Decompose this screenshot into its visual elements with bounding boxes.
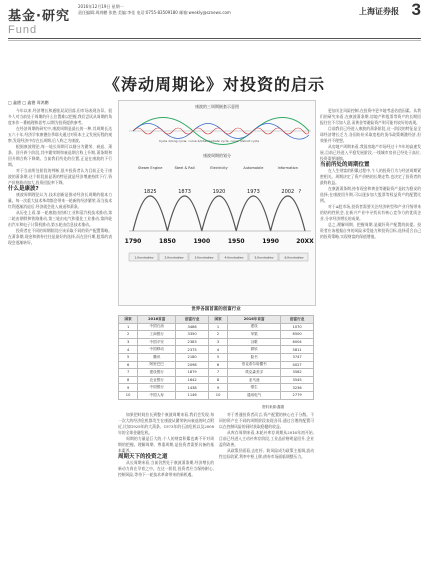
peak-year-label: 2002: [281, 189, 295, 195]
figure-cycles: [118, 100, 316, 306]
table-cell: 4: [208, 346, 227, 354]
table-cell: 10: [208, 391, 227, 399]
table-cell: 伯克希尔哈撒韦: [228, 361, 281, 369]
table-cell: 苹果: [228, 331, 281, 339]
table-cell: 建设: [228, 323, 281, 331]
table-cell: 7: [119, 369, 138, 377]
table-title: 世界各国首富的创富行业: [191, 307, 241, 312]
phase-box-label: 6.Kondratiev: [284, 255, 304, 260]
table-cell: 6: [119, 361, 138, 369]
phase-label: Electricity: [210, 166, 228, 170]
trough-year-label: 1990: [262, 238, 279, 245]
article-byline: □ 鑫德 □ 鑫德 周鸿鹏: [8, 100, 49, 105]
table-cell: 中国石油: [138, 323, 176, 331]
table-cell: 阿里巴巴: [138, 361, 176, 369]
table-row: [119, 331, 314, 339]
peak-year-label: 1973: [247, 189, 260, 195]
table-cell: 3582: [281, 369, 314, 377]
header-rule: [8, 38, 421, 39]
trough-year-label: 1790: [124, 238, 142, 245]
table-cell: 埃克森美孚: [228, 369, 281, 377]
table-cell: 4027: [281, 361, 314, 369]
column-2: [118, 412, 214, 570]
richest-table: [118, 315, 314, 400]
table-cell: 3236: [281, 384, 314, 392]
paragraph: 更加关注风险控制,在投资中更多地考虑估值因素。从我们的研究来看,在康波萧条期,房地产和股票等资产的长期回报往往不尽如人意,而黄金等避险资产则可能有较好的表现。: [320, 108, 421, 125]
newspaper-brand: 上海证券报: [359, 6, 399, 16]
section-title: 基金·研究: [8, 9, 70, 24]
table-row: [119, 323, 314, 331]
trough-year-label: 1850: [159, 238, 176, 245]
table-cell: 2383: [176, 338, 209, 346]
phase-label: Automobile: [243, 166, 264, 170]
table-cell: 腾讯: [138, 353, 176, 361]
table-row: [119, 353, 314, 361]
paragraph: 周期的力量是巨大的,个人的财富积累也离不开对周期的把握。理解周期、尊重周期,是投资者需要具备的基本素养。: [118, 436, 214, 453]
table-header: 创富行业: [176, 316, 209, 324]
header-editors: 责任编辑:周鸿鹏 张艳 美编:李佳 电话:0755-83509180 邮箱:weekly@sznews.com: [78, 10, 231, 15]
table-header-row: [119, 316, 314, 324]
table-cell: 2: [119, 331, 138, 339]
table-row: [119, 361, 314, 369]
table-row: [119, 346, 314, 354]
table-cell: 亚马逊: [228, 376, 281, 384]
peak-year-label: 1873: [178, 189, 191, 195]
table-cell: 1438: [176, 384, 209, 392]
table-source: 资料来源:鑫德: [262, 405, 285, 409]
table-header: 国家: [208, 316, 227, 324]
table-row: [119, 384, 314, 392]
peak-unknown-marker: ?: [298, 189, 302, 195]
paragraph: 在康波萧条期,持有现金和黄金等避险资产是较为稳妥的选择;在康波回升期,可以逐步加大股票等权益资产的配置比例。: [320, 186, 421, 203]
phase-box-label: 4.Kondratiev: [224, 255, 244, 260]
paragraph: 目前我们已经进入康波的萧条阶段,这一阶段的特征是全球经济增长乏力,各国纷纷采取宽松的货币政策刺激经济,但效果并不理想。: [320, 126, 421, 143]
table-cell: 2779: [281, 391, 314, 399]
table-cell: 6500: [281, 331, 314, 339]
table-cell: 2375: [176, 346, 209, 354]
paragraph: 从库存周期来看,本轮补库存周期从2016年初开始,目前已经进入主动补库存阶段,工业品价格明显回升,企业盈利改善。: [219, 430, 314, 447]
table-cell: 3350: [176, 331, 209, 339]
section-subtitle: Fund: [8, 24, 38, 36]
phase-box-label: 5.Kondratiev: [254, 255, 274, 260]
table-cell: 强生: [228, 384, 281, 392]
header-date: 2016年12月19日 星期一: [78, 4, 124, 9]
table-cell: 工商银行: [138, 331, 176, 339]
table-cell: 3486: [176, 323, 209, 331]
paragraph: 从政策层面看,去杠杆、防风险成为政策主基调,流动性边际收紧,利率中枢上移,债券市场面临调整压力。: [219, 448, 314, 459]
chart2-title: 康波周期的划分: [203, 153, 231, 158]
article-title: 《涛动周期论》对投资的启示: [103, 75, 325, 94]
table-row: [119, 376, 314, 384]
table-cell: 2: [208, 331, 227, 339]
trough-year-label: 20XX: [296, 238, 314, 245]
paragraph: 对于A股市场,投资者需要关注经济转型和产业升级带来的结构性机会,在新兴产业中寻找具有核心竞争力的优质企业,分享经济增长的成果。: [320, 204, 421, 221]
nested-cycle-waves: [119, 109, 315, 159]
paragraph: 对于当前所处阶段的判断,很多投资者认为目前正处于康波的萧条期,这个阶段最显著的特征就是经济增速持续下行,资产价格波动加大,投资回报率下降。: [8, 168, 112, 185]
table-cell: 5811: [281, 346, 314, 354]
paragraph: 从长周期来看,当前仍然处于康波萧条期,经济增长的新动力尚在孕育之中。在这一阶段,投资者应当保持耐心,控制风险,等待下一轮技术革命带来的新机遇。: [118, 460, 214, 477]
subheading: 什么是康波?: [8, 186, 39, 192]
table-cell: 3: [119, 338, 138, 346]
header-meta: [78, 4, 231, 16]
trough-year-label: 1900: [193, 238, 211, 245]
paragraph: 在经济周期的研究中,康波周期是最长的一种,其周期长达五六十年,经济学家康德拉季耶夫通过对资本主义发展历程的观察,发现经济中存在长周期,后人称之为康波。: [8, 126, 112, 143]
table-cell: 9: [119, 384, 138, 392]
intermediate-cycle-wave: [133, 124, 309, 140]
phase-label: Steam Engine: [137, 166, 163, 170]
table-cell: 2098: [176, 361, 209, 369]
phase-label: Steel & Rail: [174, 166, 195, 170]
table-cell: 通用电气: [228, 391, 281, 399]
paragraph: 总之,理解周期、把握周期,是做好资产配置的前提。投资者应该根据自身的风险承受能力和投资目标,选择适合自己的投资策略,实现财富的保值增值。: [320, 222, 421, 239]
table-cell: 1: [208, 323, 227, 331]
paragraph: 在人生财富的积累过程中,个人的投资行为与经济周期紧密相关。周期决定了资产价格的长期走势,也决定了投资者的最终收益。: [320, 168, 421, 185]
table-body: [119, 323, 314, 399]
header-rule-thin: [8, 40, 421, 41]
table-cell: 1: [119, 323, 138, 331]
table-cell: 1642: [176, 376, 209, 384]
chart1-legend: Cycle 1/long cycle, curve 2/intermediate cycle, curve 3/short cycle: [159, 139, 260, 143]
subheading: 周期天下的投资之道: [118, 454, 168, 460]
table-cell: 9: [208, 384, 227, 392]
phase-box-label: 1.Kondratiev: [134, 255, 154, 260]
table-cell: 微软: [228, 346, 281, 354]
table-cell: 3747: [281, 353, 314, 361]
chart1-title: 康波的三周期嵌套示意图: [195, 104, 239, 109]
table-cell: 建设银行: [138, 369, 176, 377]
paragraph: 如果把时间拉长到整个康波周期来看,我们会发现,每一次大的经济危机都发生在康波从繁荣转向衰退的时点附近,比如1929年的大萧条、1973年的石油危机以及2008年的全球金融危机。: [118, 412, 214, 435]
paragraph: 康波周期理论认为,技术创新是推动经济长周期的根本力量。每一次重大技术革命都会带来一轮新的经济繁荣,而当技术红利逐渐消退后,经济就会进入衰退和萧条。: [8, 192, 112, 209]
table-cell: 中国人寿: [138, 391, 176, 399]
table-cell: 8: [208, 376, 227, 384]
table-cell: 3545: [281, 376, 314, 384]
peak-year-label: 1825: [143, 189, 157, 195]
table-cell: 中国移动: [138, 346, 176, 354]
kondratiev-wave: [133, 196, 305, 231]
page-number: 3: [411, 0, 421, 19]
page-header: [0, 0, 429, 40]
table-cell: 8: [119, 376, 138, 384]
phase-box-label: 2.Kondratiev: [164, 255, 184, 260]
subheading: 当前所处的周期位置: [320, 162, 370, 168]
column-1: [8, 108, 112, 570]
paragraph: 对于普通投资者而言,资产配置的核心在于分散。不同的资产在不同的周期阶段表现各异,通过合理的配置可以在控制风险的同时获取稳健的收益。: [219, 412, 314, 429]
paragraph: 从历史上看,第一轮康波由纺织工业和蒸汽机技术推动,第二轮由钢铁和铁路推动,第三轮由电气和重化工业推动,第四轮由汽车和电子计算机推动,第五轮由信息技术推动。: [8, 210, 112, 227]
peak-year-label: 1920: [212, 189, 226, 195]
paragraph: 从房地产周期来看,我国房地产市场经过十多年的高速发展,目前已经进入平稳发展阶段,一线城市房价已经处于高位,投资需要谨慎。: [320, 144, 421, 161]
table-cell: 脸书: [228, 353, 281, 361]
paragraph: 投资者在不同的周期阶段应该采取不同的资产配置策略。在萧条期,现金和债券往往是最好的选择,而在回升期,股票的表现会逐渐转好。: [8, 228, 112, 245]
table-row: [119, 369, 314, 377]
table-header: 创富行业: [281, 316, 314, 324]
table-cell: 4: [119, 346, 138, 354]
table-cell: 1070: [281, 323, 314, 331]
table-cell: 谷歌: [228, 338, 281, 346]
phase-label: Information: [277, 166, 298, 170]
table-cell: 3: [208, 338, 227, 346]
column-4: [320, 108, 421, 570]
table-cell: 5: [208, 353, 227, 361]
table-header: 2016首富: [138, 316, 176, 324]
table-header: 2016年首富: [228, 316, 281, 324]
table-cell: 7: [208, 369, 227, 377]
kondratiev-chart: [119, 161, 315, 301]
table-cell: 10: [119, 391, 138, 399]
table-cell: 5: [119, 353, 138, 361]
table-row: [119, 391, 314, 399]
table-row: [119, 338, 314, 346]
table-cell: 1879: [176, 369, 209, 377]
paragraph: 今年以来,经济增长和通胀双双回落,但市场表现各异。很多人对当前处于周期的什么位置难以把握,我们尝试从周期的角度来作一番梳理和思考,以期为投资提供参考。: [8, 108, 112, 125]
table-cell: 1146: [176, 391, 209, 399]
table-cell: 中国平安: [138, 338, 176, 346]
table-header: 国家: [119, 316, 138, 324]
table-cell: 2180: [176, 353, 209, 361]
table-cell: 6004: [281, 338, 314, 346]
trough-year-label: 1950: [227, 238, 245, 245]
phase-box-label: 3.Kondratiev: [194, 255, 214, 260]
table-cell: 中国银行: [138, 384, 176, 392]
table-cell: 6: [208, 361, 227, 369]
column-3: [219, 412, 314, 570]
table-cell: 农业银行: [138, 376, 176, 384]
paragraph: 根据康波理论,每一轮长周期可以细分为繁荣、衰退、萧条、回升四个阶段,其中繁荣期和衰退期合称上升期,萧条期和回升期合称下降期。当前我们所处的位置,正是在康波的下行期。: [8, 144, 112, 167]
